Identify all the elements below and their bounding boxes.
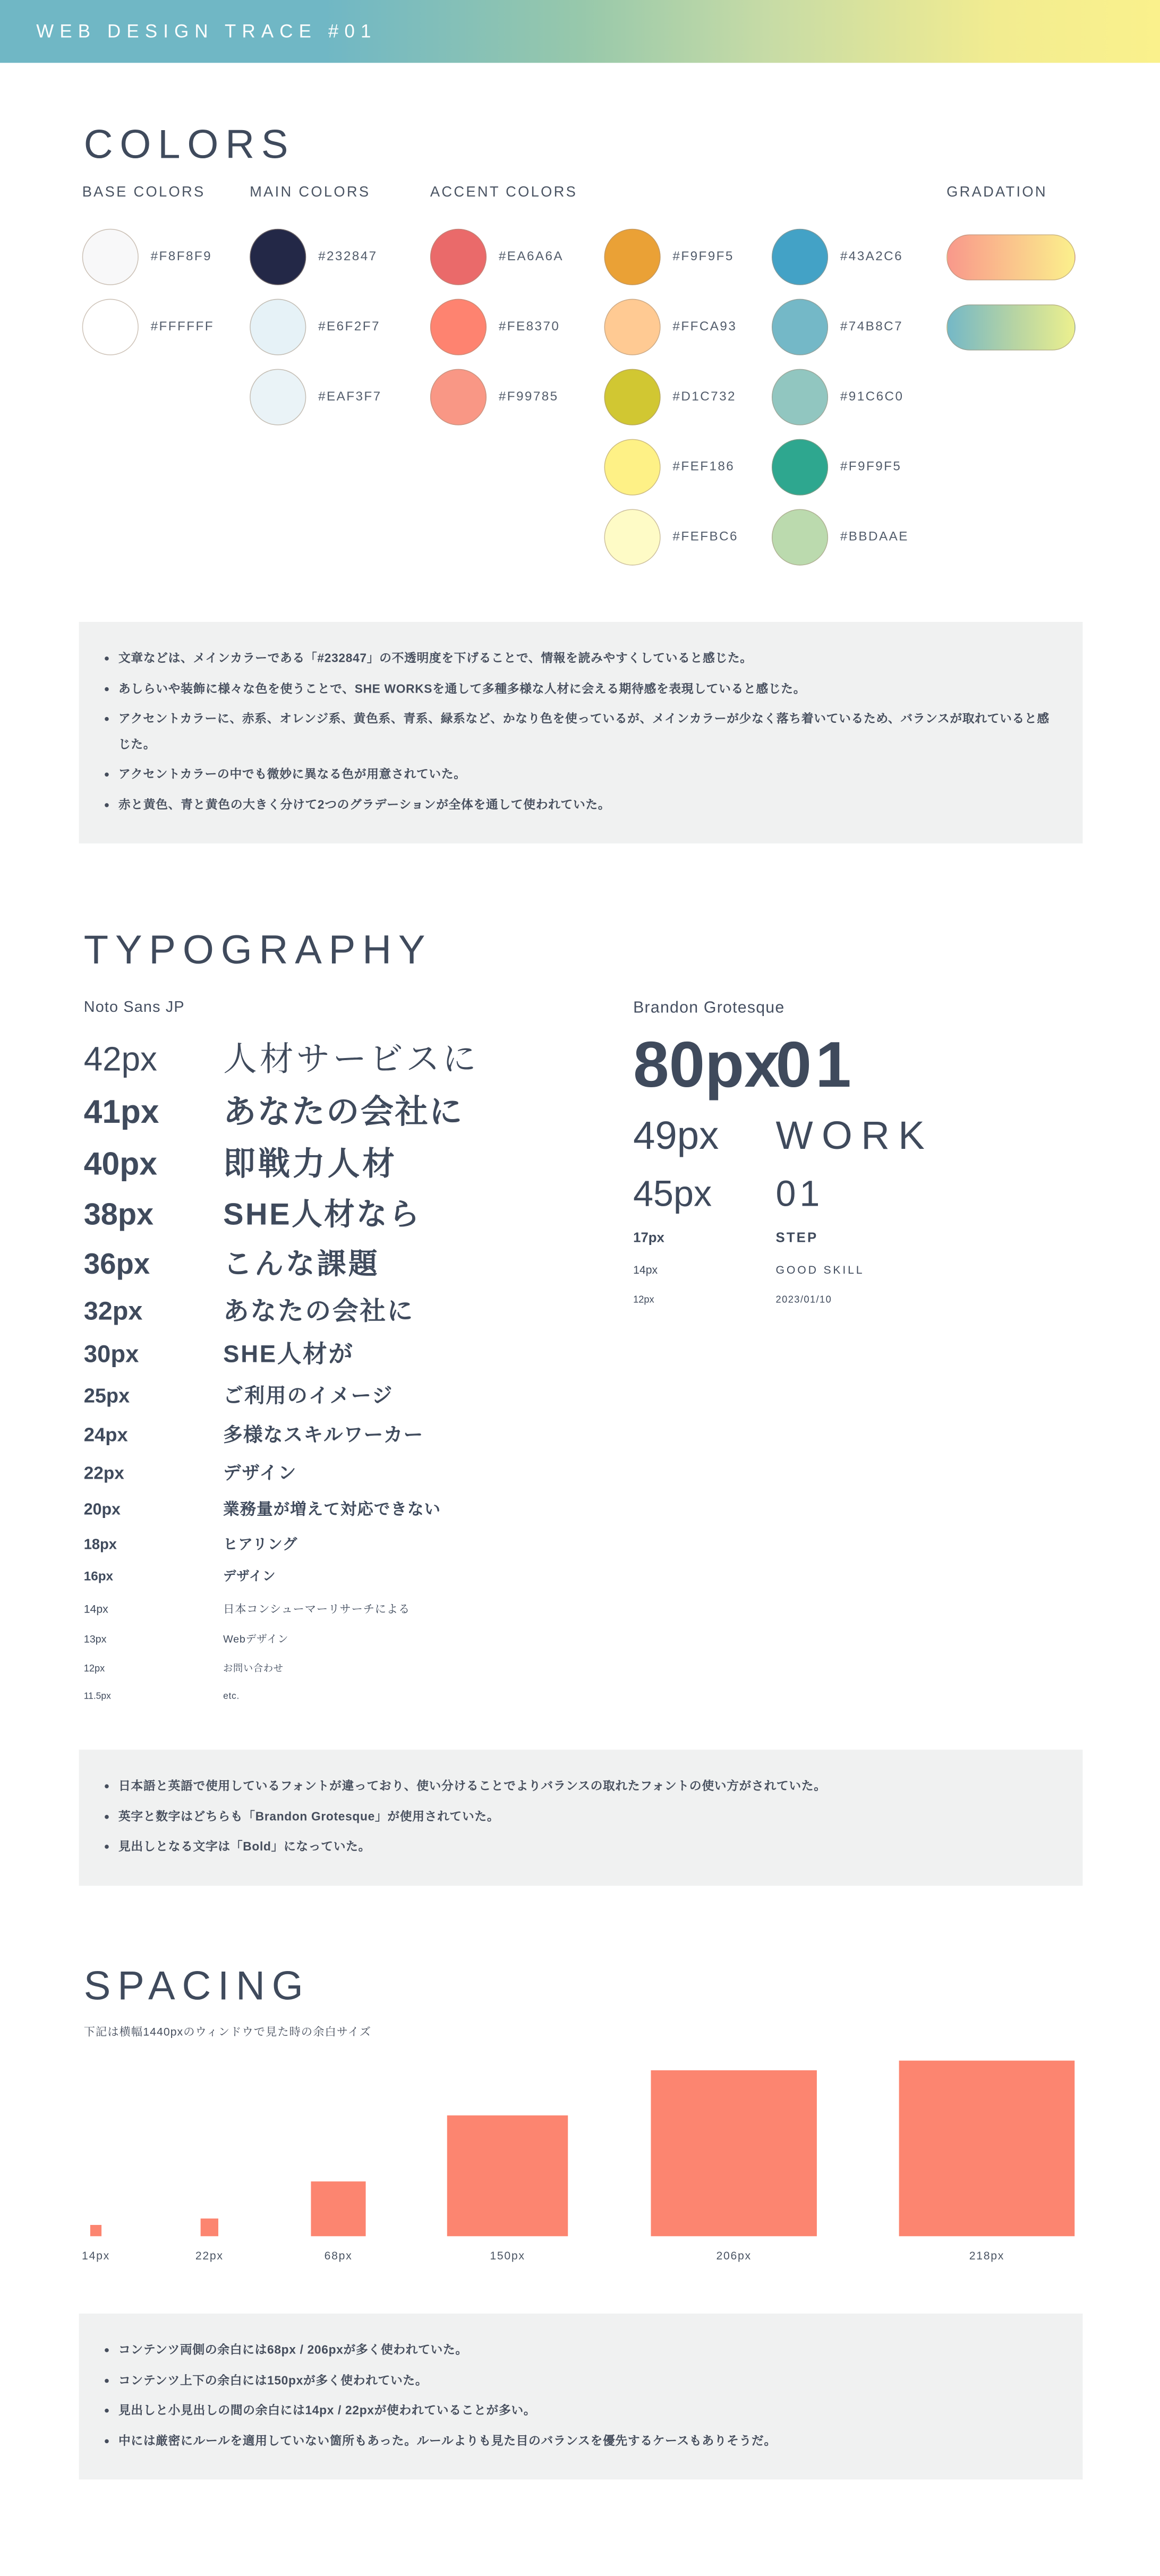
type-size-label: 18px [83, 1536, 117, 1553]
brandon-grotesque-label: Brandon Grotesque [633, 999, 785, 1017]
type-size-label: 14px [633, 1263, 658, 1276]
spacing-notes-box [79, 2314, 1083, 2479]
type-size-label: 17px [633, 1230, 664, 1246]
note-text: 見出しとなる文字は「Bold」になっていた。 [118, 1840, 371, 1854]
note-item [103, 762, 1051, 788]
type-size-label: 40px [83, 1146, 158, 1182]
type-sample-text: 即戦力人材 [223, 1146, 397, 1182]
color-hex-label: #74B8C7 [840, 320, 903, 334]
type-sample-text: 01 [775, 1173, 824, 1214]
type-size-label: 24px [83, 1424, 128, 1446]
color-hex-label: #D1C732 [672, 390, 736, 404]
spacing-square [201, 2219, 218, 2236]
color-column [772, 184, 957, 566]
colors-notes-box [79, 622, 1083, 843]
type-size-label: 42px [83, 1040, 157, 1078]
type-sample-text: あなたの会社に [223, 1093, 464, 1130]
type-specimen-row [84, 1571, 616, 1583]
type-sample-text: ヒアリング [223, 1536, 298, 1553]
color-hex-label: #43A2C6 [840, 250, 903, 263]
type-size-label: 11.5px [83, 1691, 111, 1702]
color-hex-label: #232847 [318, 250, 378, 263]
note-text: アクセントカラーの中でも微妙に異なる色が用意されていた。 [118, 767, 466, 782]
note-item [103, 706, 1051, 757]
note-item [103, 1804, 1051, 1830]
color-column [430, 184, 616, 425]
type-sample-text: デザイン [223, 1463, 297, 1483]
type-specimen-row [84, 1603, 616, 1614]
color-hex-label: #EAF3F7 [318, 390, 382, 404]
colors-section-title: COLORS [83, 122, 295, 167]
color-swatch [250, 299, 380, 355]
type-sample-text: 業務量が増えて対応できない [223, 1500, 441, 1519]
color-column [82, 184, 268, 355]
spacing-square [651, 2070, 816, 2236]
spacing-square [311, 2181, 365, 2236]
note-item [103, 792, 1051, 818]
spacing-square [447, 2116, 568, 2237]
type-sample-text: こんな課題 [223, 1247, 380, 1280]
type-sample-text: SHE人材なら [223, 1198, 422, 1232]
note-item [103, 646, 1051, 671]
color-swatch [604, 369, 736, 425]
type-specimen-row [84, 1148, 616, 1180]
spacing-square-label: 22px [195, 2249, 224, 2262]
page-title: WEB DESIGN TRACE #01 [36, 20, 377, 42]
color-hex-label: #FE8370 [498, 320, 560, 334]
header-gradient-banner [0, 0, 1160, 63]
typography-section-title: TYPOGRAPHY [83, 927, 432, 973]
note-text: アクセントカラーに、赤系、オレンジ系、黄色系、青系、緑系など、かなり色を使っているが、メインカラーが少なく落ち着いているため、バランスが取れていると感じた。 [118, 712, 1050, 752]
color-swatch [772, 439, 902, 496]
spacing-square-label: 68px [324, 2249, 353, 2262]
type-specimen-row [83, 1040, 616, 1078]
type-size-label: 25px [83, 1385, 130, 1408]
bullet-dot [105, 656, 109, 661]
type-specimen-row [633, 1175, 1084, 1212]
type-sample-text: あなたの会社に [223, 1296, 415, 1325]
spacing-square [90, 2225, 101, 2236]
color-hex-label: #FEFBC6 [672, 530, 738, 544]
color-hex-label: #FFCA93 [672, 320, 737, 334]
type-sample-text: GOOD SKILL [775, 1263, 865, 1276]
type-sample-text: 人材サービスに [223, 1040, 479, 1078]
note-text: 英字と数字はどちらも「Brandon Grotesque」が使用されていた。 [118, 1810, 500, 1823]
color-swatch [82, 229, 212, 285]
color-swatch [604, 299, 737, 355]
spacing-square [899, 2061, 1075, 2237]
color-swatch [604, 229, 734, 285]
type-specimen-row [633, 1116, 1084, 1156]
color-hex-label: #F9F9F5 [840, 460, 902, 474]
type-sample-text: 多様なスキルワーカー [223, 1424, 424, 1446]
type-specimen-row [84, 1502, 616, 1517]
color-swatch [430, 299, 560, 355]
color-hex-label: #F99785 [498, 390, 559, 404]
bullet-dot [105, 1814, 109, 1819]
bullet-dot [105, 1845, 109, 1849]
color-swatch [430, 229, 564, 285]
type-specimen-row [84, 1537, 616, 1551]
gradation-pill-red-yellow [946, 234, 1076, 280]
note-item [103, 2338, 1051, 2363]
type-size-label: 41px [83, 1093, 159, 1130]
note-item [103, 2428, 1051, 2454]
type-specimen-row [633, 1264, 1084, 1275]
color-column-label: ACCENT COLORS [430, 183, 578, 200]
type-size-label: 14px [83, 1602, 108, 1615]
type-size-label: 22px [83, 1463, 124, 1483]
type-sample-text: 01 [775, 1028, 856, 1101]
type-specimen-row [84, 1386, 616, 1406]
color-swatch [250, 229, 378, 285]
type-sample-text: Webデザイン [223, 1633, 289, 1645]
bullet-dot [105, 717, 109, 721]
spacing-square-label: 14px [82, 2249, 110, 2262]
typography-notes-box [79, 1750, 1083, 1886]
type-size-label: 32px [83, 1296, 143, 1325]
type-size-label: 36px [83, 1247, 150, 1280]
note-text: 赤と黄色、青と黄色の大きく分けて2つのグラデーションが全体を通して使われていた。 [118, 798, 611, 812]
bullet-dot [105, 687, 109, 691]
type-sample-text: etc. [223, 1691, 240, 1702]
type-specimen-row [83, 1093, 616, 1130]
color-swatch [772, 369, 904, 425]
type-size-label: 30px [83, 1341, 139, 1368]
note-text: コンテンツ上下の余白には150pxが多く使われていた。 [118, 2373, 428, 2387]
spacing-section-title: SPACING [83, 1963, 310, 2009]
color-swatch [772, 229, 903, 285]
noto-sans-jp-label: Noto Sans JP [83, 999, 185, 1016]
type-specimen-row [84, 1298, 616, 1324]
color-column [250, 184, 435, 425]
type-sample-text: WORK [775, 1114, 934, 1158]
type-sample-text: お問い合わせ [223, 1662, 284, 1674]
note-item [103, 1834, 1051, 1860]
gradation-column [946, 184, 1132, 351]
color-hex-label: #F8F8F9 [150, 250, 212, 263]
color-hex-label: #F9F9F5 [672, 250, 734, 263]
bullet-dot [105, 803, 109, 807]
color-column-label: MAIN COLORS [250, 183, 371, 200]
type-sample-text: SHE人材が [223, 1341, 354, 1368]
bullet-dot [105, 2409, 109, 2413]
type-specimens-japanese [83, 1040, 616, 1721]
type-specimen-row [84, 1634, 616, 1644]
type-sample-text: ご利用のイメージ [223, 1385, 394, 1408]
gradation-label: GRADATION [946, 183, 1047, 200]
note-text: 日本語と英語で使用しているフォントが違っており、使い分けることでよりバランスの取れたフォントの使い方がされていた。 [118, 1779, 826, 1794]
note-text: 中には厳密にルールを適用していない箇所もあった。ルールよりも見た目のバランスを優先するケースもありそうだ。 [118, 2434, 777, 2448]
type-size-label: 80px [633, 1028, 780, 1101]
type-size-label: 12px [83, 1662, 105, 1674]
note-text: 文章などは、メインカラーである「#232847」の不透明度を下げることで、情報を読みやすくしていると感じた。 [118, 651, 753, 666]
type-specimen-row [84, 1664, 616, 1673]
note-text: 見出しと小見出しの間の余白には14px / 22pxが使われていることが多い。 [118, 2403, 536, 2418]
type-size-label: 38px [83, 1198, 154, 1232]
color-swatch [604, 439, 735, 496]
bullet-dot [105, 2378, 109, 2383]
color-swatch [430, 369, 559, 425]
bullet-dot [105, 1784, 109, 1788]
color-hex-label: #FEF186 [672, 460, 735, 474]
color-swatch [250, 369, 382, 425]
type-specimen-row [84, 1199, 616, 1230]
color-swatch [772, 509, 909, 566]
type-specimen-row [84, 1343, 616, 1367]
color-hex-label: #EA6A6A [498, 250, 564, 263]
note-item [103, 676, 1051, 702]
color-column-label [604, 184, 789, 201]
color-hex-label: #91C6C0 [840, 390, 904, 404]
type-size-label: 20px [83, 1500, 121, 1519]
spacing-subtitle: 下記は横幅1440pxのウィンドウで見た時の余白サイズ [83, 2025, 371, 2038]
type-specimen-row [84, 1464, 616, 1482]
bullet-dot [105, 772, 109, 777]
type-specimen-row [633, 1231, 1084, 1244]
spacing-square-label: 150px [490, 2249, 525, 2262]
note-item [103, 2398, 1051, 2424]
type-size-label: 13px [83, 1633, 107, 1645]
color-swatch [772, 299, 903, 355]
color-swatch [604, 509, 738, 566]
type-size-label: 49px [633, 1114, 719, 1158]
color-hex-label: #FFFFFF [150, 320, 215, 334]
color-column-label [772, 184, 957, 201]
type-specimen-row [633, 1294, 1084, 1304]
note-item [103, 1774, 1051, 1799]
type-specimen-row [84, 1249, 616, 1278]
type-specimen-row [84, 1693, 616, 1702]
note-item [103, 2368, 1051, 2393]
color-hex-label: #E6F2F7 [318, 320, 380, 334]
color-column-label: BASE COLORS [82, 183, 206, 200]
type-specimen-row [633, 1028, 1084, 1101]
type-size-label: 12px [633, 1293, 654, 1305]
type-sample-text: 日本コンシューマーリサーチによる [223, 1602, 411, 1615]
type-size-label: 45px [633, 1173, 712, 1214]
color-hex-label: #BBDAAE [840, 530, 909, 544]
color-swatch [82, 299, 215, 355]
note-text: あしらいや装飾に様々な色を使うことで、SHE WORKSを通して多種多様な人材に会える期待感を表現していると感じた。 [118, 681, 806, 696]
note-text: コンテンツ両側の余白には68px / 206pxが多く使われていた。 [118, 2343, 468, 2357]
type-specimens-english [633, 1028, 1084, 1324]
type-specimen-row [84, 1426, 616, 1445]
bullet-dot [105, 2439, 109, 2443]
type-sample-text: デザイン [223, 1570, 276, 1584]
spacing-square-label: 206px [716, 2249, 752, 2262]
gradation-pill-blue-yellow [946, 304, 1076, 350]
color-column [604, 184, 789, 566]
spacing-square-label: 218px [969, 2249, 1005, 2262]
type-sample-text: STEP [775, 1230, 818, 1246]
type-size-label: 16px [83, 1570, 114, 1584]
type-sample-text: 2023/01/10 [775, 1293, 832, 1305]
spacing-squares [0, 1933, 1160, 2262]
bullet-dot [105, 2348, 109, 2352]
